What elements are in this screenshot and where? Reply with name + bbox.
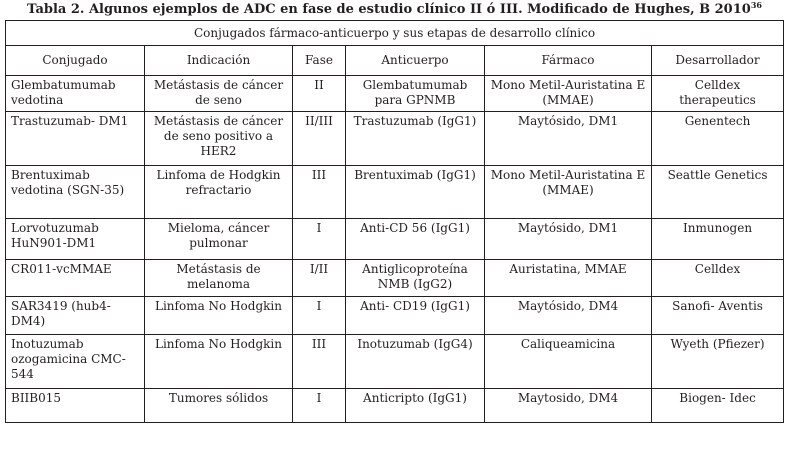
- cell-indicacion: Metástasis de cáncer de seno positivo a HER2: [145, 112, 293, 166]
- table-row: [6, 389, 784, 423]
- cell-fase: III: [293, 335, 346, 389]
- column-header-indicacion: Indicación: [145, 46, 293, 76]
- cell-farmaco: Caliqueamicina: [485, 335, 652, 389]
- table-row: [6, 260, 784, 297]
- cell-desarrollador: Celldex therapeutics: [652, 76, 784, 112]
- cell-conjugado: Trastuzumab- DM1: [6, 112, 145, 166]
- cell-indicacion: Mieloma, cáncer pulmonar: [145, 219, 293, 260]
- cell-indicacion: Linfoma No Hodgkin: [145, 297, 293, 335]
- column-header-row: [6, 46, 784, 76]
- table-caption: [0, 0, 789, 19]
- cell-farmaco: Maytósido, DM1: [485, 219, 652, 260]
- adc-table: [5, 20, 784, 423]
- cell-farmaco: Auristatina, MMAE: [485, 260, 652, 297]
- cell-conjugado: Lorvotuzumab HuN901-DM1: [6, 219, 145, 260]
- cell-desarrollador: Inmunogen: [652, 219, 784, 260]
- cell-conjugado: Brentuximab vedotina (SGN-35): [6, 166, 145, 219]
- cell-indicacion: Metástasis de melanoma: [145, 260, 293, 297]
- cell-anticuerpo: Anti-CD 56 (IgG1): [346, 219, 485, 260]
- cell-conjugado: Inotuzumab ozogamicina CMC-544: [6, 335, 145, 389]
- cell-desarrollador: Genentech: [652, 112, 784, 166]
- cell-anticuerpo: Inotuzumab (IgG4): [346, 335, 485, 389]
- table-row: [6, 335, 784, 389]
- cell-desarrollador: Celldex: [652, 260, 784, 297]
- cell-fase: III: [293, 166, 346, 219]
- table-row: [6, 219, 784, 260]
- column-header-anticuerpo: Anticuerpo: [346, 46, 485, 76]
- cell-indicacion: Linfoma de Hodgkin refractario: [145, 166, 293, 219]
- cell-conjugado: SAR3419 (hub4-DM4): [6, 297, 145, 335]
- cell-farmaco: Maytosido, DM4: [485, 389, 652, 423]
- cell-anticuerpo: Anti- CD19 (IgG1): [346, 297, 485, 335]
- cell-fase: II: [293, 76, 346, 112]
- column-header-desarrollador: Desarrollador: [652, 46, 784, 76]
- cell-fase: I: [293, 389, 346, 423]
- table-row: [6, 297, 784, 335]
- cell-conjugado: Glembatumumab vedotina: [6, 76, 145, 112]
- group-header: Conjugados fármaco-anticuerpo y sus etapas de desarrollo clínico: [6, 21, 784, 46]
- cell-anticuerpo: Antiglicoproteína NMB (IgG2): [346, 260, 485, 297]
- cell-indicacion: Linfoma No Hodgkin: [145, 335, 293, 389]
- cell-anticuerpo: Brentuximab (IgG1): [346, 166, 485, 219]
- cell-fase: II/III: [293, 112, 346, 166]
- table-row: [6, 76, 784, 112]
- cell-conjugado: BIIB015: [6, 389, 145, 423]
- cell-fase: I/II: [293, 260, 346, 297]
- cell-fase: I: [293, 297, 346, 335]
- cell-farmaco: Maytósido, DM4: [485, 297, 652, 335]
- group-header-row: [6, 21, 784, 46]
- column-header-fase: Fase: [293, 46, 346, 76]
- cell-indicacion: Metástasis de cáncer de seno: [145, 76, 293, 112]
- caption-reference: 36: [750, 0, 762, 10]
- cell-farmaco: Mono Metil-Auristatina E (MMAE): [485, 76, 652, 112]
- column-header-conjugado: Conjugado: [6, 46, 145, 76]
- cell-anticuerpo: Glembatumumab para GPNMB: [346, 76, 485, 112]
- cell-desarrollador: Biogen- Idec: [652, 389, 784, 423]
- column-header-farmaco: Fármaco: [485, 46, 652, 76]
- cell-desarrollador: Seattle Genetics: [652, 166, 784, 219]
- cell-conjugado: CR011-vcMMAE: [6, 260, 145, 297]
- cell-fase: I: [293, 219, 346, 260]
- cell-anticuerpo: Anticripto (IgG1): [346, 389, 485, 423]
- cell-desarrollador: Wyeth (Pfiezer): [652, 335, 784, 389]
- table-row: [6, 166, 784, 219]
- table-row: [6, 112, 784, 166]
- cell-desarrollador: Sanofi- Aventis: [652, 297, 784, 335]
- cell-farmaco: Mono Metil-Auristatina E (MMAE): [485, 166, 652, 219]
- caption-text: Tabla 2. Algunos ejemplos de ADC en fase de estudio clínico II ó III. Modificado de Hughes, B 2010: [27, 2, 751, 17]
- cell-farmaco: Maytósido, DM1: [485, 112, 652, 166]
- cell-anticuerpo: Trastuzumab (IgG1): [346, 112, 485, 166]
- cell-indicacion: Tumores sólidos: [145, 389, 293, 423]
